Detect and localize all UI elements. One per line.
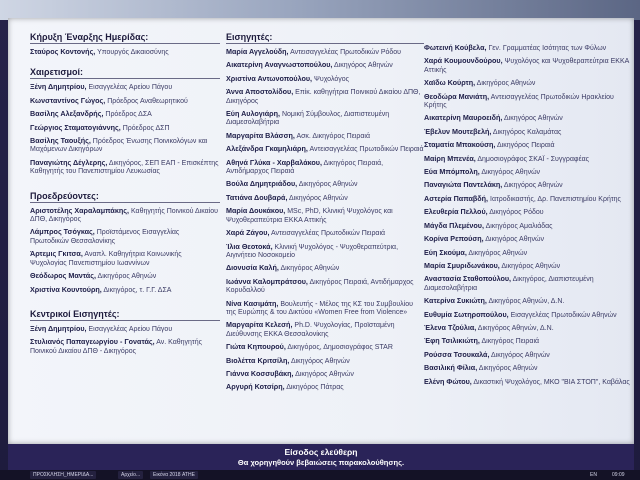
speaker-name: Φωτεινή Κούβελα, — [424, 43, 487, 52]
speaker-role: Ψυχολόγος — [314, 75, 349, 83]
speaker-role: Επίκ. καθηγήτρια Ποινικού Δικαίου ΔΠΘ, Δικηγόρος — [226, 89, 421, 105]
speaker-name: Λάμπρος Τσόγκας, — [30, 227, 95, 237]
speaker-name: Έβελυν Μουτεβελή, — [424, 126, 492, 136]
speaker-role: Εισαγγελέας Αρείου Πάγου — [88, 325, 173, 333]
speaker-entry — [424, 275, 630, 293]
section-heading: Χαιρετισμοί: — [30, 67, 220, 79]
speaker-role: MSc, PhD, Κλινική Ψυχολόγος και Ψυχοθεραπεύτρια ΕΚΚΑ Αττικής — [226, 208, 393, 224]
speaker-name: Χαϊδω Κούρτη, — [424, 78, 476, 88]
speaker-name: Κωνσταντίνος Γώγος, — [30, 95, 106, 105]
speaker-entry — [226, 243, 424, 261]
speaker-name: Ρούσσα Τσουκαλά, — [424, 349, 490, 359]
speaker-entry — [424, 249, 630, 258]
speaker-entry — [30, 338, 220, 356]
speaker-entry — [30, 207, 220, 225]
speaker-name: Σταματία Μπακούση, — [424, 140, 496, 150]
speaker-role: Δικηγόρος Αθηνών — [468, 249, 528, 257]
speaker-name: Εύη Σκούμα, — [424, 247, 467, 257]
speaker-role: Αντεισαγγελέας Πρωτοδικών Ηρακλείου Κρήτης — [424, 93, 614, 110]
speaker-role: Δικηγόρος Αθηνών — [476, 80, 536, 88]
section-heading: Εισηγητές: — [226, 32, 424, 44]
speaker-entry — [424, 168, 630, 177]
speaker-name: Χαρά Ζάγου, — [226, 228, 270, 238]
speaker-role: Δικηγόρος Πάτρας — [286, 384, 344, 392]
speaker-entry — [424, 235, 630, 244]
speaker-role: Πρόεδρος ΔΣΑ — [105, 111, 152, 119]
program-column-2 — [226, 32, 424, 397]
speaker-name: Αριστοτέλης Χαραλαμπάκης, — [30, 205, 129, 215]
taskbar-item[interactable]: ΠΡΟΣΚΛΗΣΗ_ΗΜΕΡΙΔΑ... — [30, 471, 96, 479]
speaker-role: Προϊστάμενος Εισαγγελίας Πρωτοδικών Θεσσαλονίκης — [30, 229, 180, 245]
speaker-role: Γεν. Γραμματέας Ισότητας των Φύλων — [488, 45, 607, 52]
speaker-entry — [424, 93, 630, 111]
screen-glare — [0, 0, 640, 20]
speaker-name: Ευθυμία Σωτηροπούλου, — [424, 309, 509, 319]
speaker-name: Γεώργιος Σταματογιάννης, — [30, 122, 121, 132]
speaker-role: Δημοσιογράφος ΣΚΑΪ - Συγγραφέας — [477, 155, 589, 163]
speaker-role: Καθηγητής Ποινικού Δικαίου ΔΠΘ, Δικηγόρος — [30, 207, 218, 224]
speaker-role: Δικηγόρος, τ. Γ.Γ. ΔΣΑ — [103, 286, 172, 294]
speaker-name: Μαρία Δουκάκου, — [226, 206, 286, 216]
certificates-text: Θα χορηγηθούν βεβαιώσεις παρακολούθησης. — [237, 458, 405, 467]
speaker-entry — [30, 286, 220, 295]
speaker-entry — [30, 325, 220, 334]
speaker-role: Δικηγόρος Αθηνών — [503, 182, 563, 190]
free-entry-text: Είσοδος ελεύθερη — [284, 447, 358, 457]
speaker-role: Δικηγόρος Αμαλιάδας — [485, 222, 553, 230]
speaker-entry — [424, 44, 630, 53]
speaker-role: Δικηγόρος Αθηνών — [481, 169, 541, 177]
speaker-name: Μαργαρίτα Βλάσση, — [226, 130, 295, 140]
speaker-role: Δικηγόρος Ρόδου — [489, 209, 544, 217]
speaker-name: Μαρία Αγγελούδη, — [226, 47, 289, 56]
greetings-section — [30, 67, 220, 176]
speaker-entry — [424, 181, 630, 190]
speaker-name: Βιολέττα Κριτσίλη, — [226, 355, 290, 365]
speaker-name: Χαρά Κουμουνδούρου, — [424, 56, 503, 66]
speaker-entry — [30, 228, 220, 246]
footer-banner — [8, 444, 634, 470]
speaker-entry — [226, 132, 424, 141]
speaker-entry — [30, 137, 220, 155]
speaker-role: Δικηγόρος Αθηνών — [491, 351, 550, 359]
speaker-entry — [226, 88, 424, 106]
speaker-name: Κατερίνα Συκιώτη, — [424, 296, 487, 306]
speaker-entry — [424, 262, 630, 271]
speaker-entry — [30, 124, 220, 133]
speaker-role: Δικηγόρος Πειραιά, Αντιδήμαρχος Κορυδαλλού — [226, 278, 414, 295]
speaker-role: Πρόεδρος ΔΣΠ — [122, 124, 170, 132]
speaker-role: Αντεισαγγελέας Πρωτοδικών Πειραιά — [309, 146, 424, 154]
speaker-entry — [424, 208, 630, 217]
speaker-role: Δικηγόρος Αθηνών — [295, 370, 354, 378]
speaker-entry — [424, 351, 630, 360]
speaker-role: Αν. Καθηγητής Ποινικού Δικαίου ΔΠΘ - Δικηγόρος — [30, 339, 202, 355]
speaker-role: Δικηγόρος, Δημοσιογράφος STAR — [287, 344, 393, 352]
speaker-entry — [226, 145, 424, 154]
speaker-entry — [226, 278, 424, 296]
speaker-name: Αστερία Παπαβδή, — [424, 193, 489, 203]
speaker-entry — [30, 159, 220, 177]
speaker-name: Βασιλική Φίλια, — [424, 363, 478, 373]
language-indicator[interactable]: EN — [590, 472, 597, 478]
speaker-name: Άννα Αποστολίδου, — [226, 87, 294, 97]
speaker-name: Αλεξάνδρα Γκαμηλιάρη, — [226, 144, 308, 154]
speaker-role: Αντεισαγγελέας Πρωτοδικών Πειραιά — [271, 230, 386, 238]
speaker-name: Μαργαρίτα Κελεσή, — [226, 320, 293, 330]
speaker-entry — [424, 79, 630, 88]
speaker-role: Δικηγόρος Αθηνών — [298, 181, 358, 189]
speaker-role: Δικηγόρος Αθηνών, Δ.Ν. — [477, 324, 554, 332]
program-column-3 — [424, 44, 630, 391]
speaker-name: Στυλιανός Παπαγεωργίου - Γονατάς, — [30, 337, 155, 347]
speaker-entry — [226, 229, 424, 238]
speaker-role: Ασκ. Δικηγόρος Πειραιά — [296, 132, 371, 140]
speaker-name: Παναγιώτα Παντελάκη, — [424, 180, 503, 190]
speaker-entry — [226, 264, 424, 273]
speaker-name: Νίνα Κασιμάτη, — [226, 298, 279, 308]
speaker-role: Πρόεδρος Ένωσης Ποινικολόγων και Μαχόμενων Δικηγόρων — [30, 138, 208, 154]
speaker-entry — [424, 297, 630, 306]
speaker-name: Βούλα Δημητριάδου, — [226, 179, 298, 189]
program-column-1 — [30, 32, 220, 366]
speaker-entry — [226, 194, 424, 203]
speaker-name: Διονυσία Καλή, — [226, 263, 279, 273]
speaker-role: Δικηγόρος Αθηνών, Δ.Ν. — [488, 298, 565, 306]
speaker-entry — [226, 343, 424, 352]
speaker-name: Ξένη Δημητρίου, — [30, 323, 87, 333]
speaker-entry — [226, 180, 424, 189]
speaker-role: Δικηγόρος Αθηνών — [97, 273, 157, 281]
speaker-name: Αθηνά Γλύκα - Χαρβαλάκου, — [226, 157, 322, 167]
speaker-name: Κορίνα Ρεπούση, — [424, 234, 484, 244]
speaker-name: Ελευθερία Πελλού, — [424, 207, 488, 217]
speaker-name: Βασίλης Ταουξής, — [30, 136, 91, 146]
section-heading: Κήρυξη Έναρξης Ημερίδας: — [30, 32, 220, 44]
speaker-entry — [30, 272, 220, 281]
speaker-role: Ph.D. Ψυχολογίας, Προϊσταμένη Διεύθυνσης ΕΚΚΑ Θεσσαλονίκης — [226, 322, 395, 338]
speaker-role: Εισαγγελέας Πρωτοδικών Αθηνών — [510, 311, 617, 319]
speaker-entry — [424, 324, 630, 333]
clock[interactable]: 09:09 — [612, 472, 625, 478]
speaker-role: Ιατροδικαστής, Δρ. Πανεπιστημίου Κρήτης — [490, 195, 621, 203]
speaker-role: Εισαγγελέας Αρείου Πάγου — [88, 84, 173, 92]
speaker-role: Δικηγόρος Αθηνών — [478, 365, 538, 373]
speaker-name: Αργυρή Κοτσίρη, — [226, 382, 285, 392]
speaker-role: Δικηγόρος, ΣΕΠ ΕΑΠ - Επισκέπτης Καθηγητής του Πανεπιστημίου Λευκωσίας — [30, 159, 219, 176]
document-page — [8, 18, 634, 444]
speaker-role: Αντεισαγγελέας Πρωτοδικών Ρόδου — [290, 49, 402, 56]
speaker-name: Άρτεμις Γκιτσα, — [30, 249, 83, 259]
speaker-name: Γιάννα Κοσσυβάκη, — [226, 368, 294, 378]
speaker-role: Ψυχολόγος και Ψυχοθεραπεύτρια ΕΚΚΑ Αττικής — [424, 58, 629, 74]
speaker-name: Εύα Μπόμπολη, — [424, 167, 480, 177]
speaker-role: Δικηγόρος Πειραιά, Αντιδήμαρχος Πειραιά — [226, 159, 384, 176]
speaker-entry — [226, 321, 424, 339]
opening-section — [30, 32, 220, 57]
speaker-entry — [424, 141, 630, 150]
speaker-entry — [226, 207, 424, 225]
speaker-entry — [226, 110, 424, 128]
speaker-name: Αναστασία Σταθοπούλου, — [424, 274, 512, 284]
speaker-role: Δικηγόρος Καλαμάτας — [492, 128, 562, 136]
speaker-name: Γιώτα Κηπουρού, — [226, 342, 286, 352]
speaker-name: Ξένη Δημητρίου, — [30, 82, 87, 92]
speaker-name: Χριστίνα Αντωνοπούλου, — [226, 73, 313, 83]
speaker-entry — [226, 357, 424, 366]
speaker-name: Ιωάννα Καλομπράτσου, — [226, 276, 308, 286]
speaker-entry — [30, 250, 220, 268]
taskbar — [0, 470, 640, 480]
speaker-name: Τατιάνα Δουβαρά, — [226, 192, 288, 202]
speaker-entry — [424, 128, 630, 137]
speaker-entry — [30, 97, 220, 106]
speaker-entry — [424, 337, 630, 346]
speaker-entry — [424, 222, 630, 231]
speaker-entry — [424, 155, 630, 164]
speaker-role: Νομική Σύμβουλος, Διαπιστευμένη Διαμεσολαβήτρια — [226, 111, 390, 127]
speaker-entry — [226, 61, 424, 70]
speaker-name: Μάγδα Πλεμένου, — [424, 220, 484, 230]
speaker-role: Αναπλ. Καθηγήτρια Κοινωνικής Ψυχολογίας Πανεπιστημίου Ιωαννίνων — [30, 251, 182, 267]
speaker-entry — [424, 364, 630, 373]
speaker-name: Χριστίνα Κουντούρη, — [30, 284, 102, 294]
speaker-name: Έλενα Τζούλια, — [424, 322, 477, 332]
speaker-role: Δικηγόρος Αθηνών — [334, 62, 393, 70]
speaker-role: Δικηγόρος Πειραιά — [481, 338, 540, 346]
speaker-role: Υπουργός Δικαιοσύνης — [97, 49, 169, 56]
speaker-role: Δικηγόρος Αθηνών — [485, 236, 544, 244]
speaker-role: Κλινική Ψυχολόγος - Ψυχοθεραπεύτρια, Αιγινήτειο Νοσοκομείο — [226, 243, 399, 259]
speaker-entry — [226, 300, 424, 318]
speaker-name: Ελένη Φώτου, — [424, 376, 472, 386]
speaker-entry — [30, 110, 220, 119]
speaker-name: Μαίρη Μπενέα, — [424, 153, 476, 163]
speaker-entry — [30, 83, 220, 92]
speaker-entry — [226, 75, 424, 84]
section-heading: Προεδρεύοντες: — [30, 191, 220, 203]
speaker-entry — [226, 48, 424, 57]
section-heading: Κεντρικοί Εισηγητές: — [30, 309, 220, 321]
speaker-role: Δικηγόρος Αθηνών — [280, 265, 340, 273]
speaker-entry — [424, 378, 630, 387]
keynote-section — [30, 309, 220, 356]
speaker-name: Αικατερίνη Αναγνωστοπούλου, — [226, 60, 333, 70]
speaker-entry — [226, 370, 424, 379]
speaker-role: Δικηγόρος, Διαπιστευμένη Διαμεσολαβήτρια — [424, 276, 594, 292]
speaker-name: Έφη Τσιλικιώτη, — [424, 336, 480, 346]
speaker-role: Δικηγόρος Αθηνών — [503, 115, 563, 123]
speaker-entry — [424, 195, 630, 204]
taskbar-item[interactable]: Αρχείο... — [118, 471, 143, 479]
speaker-name: Θεοδώρα Μανιάτη, — [424, 91, 490, 101]
taskbar-item[interactable]: Εικόνα 2018 ATHE — [150, 471, 198, 479]
speaker-name: Μαρία Σμυριδωνάκου, — [424, 260, 500, 270]
chairs-section — [30, 191, 220, 295]
speaker-entry — [30, 48, 220, 57]
speaker-role: Δικαστική Ψυχολόγος, ΜΚΟ "ΒΙΑ ΣΤΟΠ", Καβάλας — [473, 378, 630, 386]
speaker-entry — [424, 114, 630, 123]
speaker-role: Δικηγόρος Πειραιά — [496, 142, 555, 150]
speaker-role: Βουλευτής - Μέλος της ΚΣ του Συμβουλίου της Ευρώπης & του Δικτύου «Women Free from Violence» — [226, 300, 413, 316]
speaker-name: Παναγιώτης Δέγλερης, — [30, 157, 108, 167]
speaker-name: Εύη Αυλογιάρη, — [226, 109, 281, 119]
speaker-role: Δικηγόρος Αθηνών — [501, 262, 561, 270]
speaker-role: Δικηγόρος Αθηνών — [290, 357, 350, 365]
speaker-name: Βασίλης Αλεξανδρής, — [30, 109, 104, 119]
speaker-role: Δικηγόρος Αθηνών — [289, 194, 348, 202]
speaker-entry — [424, 311, 630, 320]
speaker-entry — [226, 383, 424, 392]
speaker-role: Πρόεδρος Αναθεωρητικού — [107, 97, 188, 105]
speaker-name: Σταύρος Κοντονής, — [30, 47, 96, 56]
speaker-entry — [226, 159, 424, 177]
speaker-name: Θεόδωρος Μαντάς, — [30, 271, 96, 281]
speaker-name: Ίλια Θεοτοκά, — [226, 241, 273, 251]
speaker-name: Αικατερίνη Μαυροειδή, — [424, 113, 503, 123]
speaker-entry — [424, 57, 630, 75]
